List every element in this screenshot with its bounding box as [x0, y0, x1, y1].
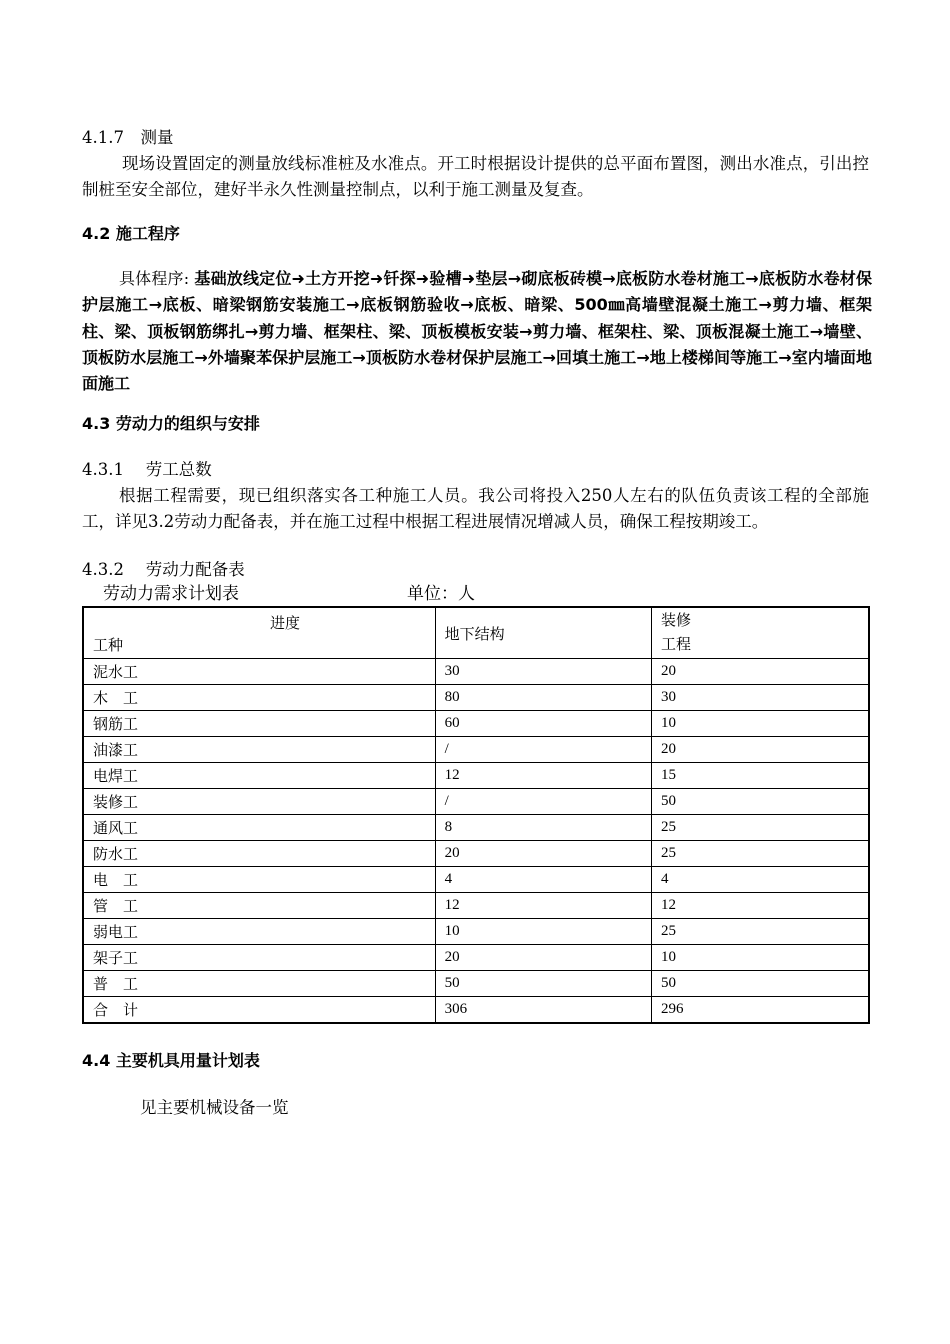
section-4-4-text: 见主要机械设备一览: [140, 1098, 289, 1117]
header-decoration-line1: 装修: [661, 613, 692, 629]
underground-cell: 8: [435, 815, 651, 841]
underground-cell: 60: [435, 711, 651, 737]
section-4-2-procedure: [82, 266, 872, 397]
underground-cell: 10: [435, 919, 651, 945]
decoration-cell: 10: [652, 945, 869, 971]
table-row: [83, 841, 869, 867]
section-4-3-heading: 4.3 劳动力的组织与安排: [82, 414, 260, 433]
procedure-steps: 基础放线定位➜土方开挖➜钎探➜验槽➜垫层→砌底板砖模→底板防水卷材施工→底板防水卷材保护层施工→底板、暗梁钢筋安装施工→底板钢筋验收→底板、暗梁、500㎜高墙壁混凝土施工→剪力墙、框架柱、梁、顶板钢筋绑扎→剪力墙、框架柱、梁、顶板模板安装→剪力墙、框架柱、梁、顶板混凝土施工→墙壁、顶板防水层施工→外墙聚苯保护层施工→顶板防水卷材保护层施工→回填土施工→地上楼梯间等施工→室内墙面地面施工: [82, 269, 872, 394]
underground-cell: /: [435, 737, 651, 763]
trade-cell: 木 工: [83, 685, 435, 711]
section-4-2-heading: 4.2 施工程序: [82, 224, 180, 243]
table-row: [83, 945, 869, 971]
labor-table-body: [83, 659, 869, 1024]
section-4-4-heading: 4.4 主要机具用量计划表: [82, 1051, 260, 1070]
underground-cell: 50: [435, 971, 651, 997]
trade-cell: 管 工: [83, 893, 435, 919]
trade-cell: 钢筋工: [83, 711, 435, 737]
trade-cell: 合 计: [83, 997, 435, 1024]
header-corner-cell: [83, 607, 435, 659]
table-unit: 单位：人: [407, 584, 475, 604]
header-decoration: [652, 607, 869, 659]
section-4-3-2-heading: 4.3.2 劳动力配备表: [82, 560, 245, 579]
table-row: [83, 971, 869, 997]
table-row: [83, 711, 869, 737]
trade-cell: 架子工: [83, 945, 435, 971]
trade-cell: 泥水工: [83, 659, 435, 685]
trade-cell: 油漆工: [83, 737, 435, 763]
decoration-cell: 10: [652, 711, 869, 737]
decoration-cell: 15: [652, 763, 869, 789]
labor-table: [82, 606, 870, 1024]
decoration-cell: 25: [652, 919, 869, 945]
trade-cell: 防水工: [83, 841, 435, 867]
decoration-cell: 25: [652, 815, 869, 841]
table-row: [83, 685, 869, 711]
section-4-1-7-text: 现场设置固定的测量放线标准桩及水准点。开工时根据设计提供的总平面布置图，测出水准点，引出控制桩至安全部位，建好半永久性测量控制点，以利于施工测量及复查。: [82, 154, 869, 199]
trade-cell: 装修工: [83, 789, 435, 815]
decoration-cell: 20: [652, 659, 869, 685]
header-underground: 地下结构: [435, 607, 651, 659]
table-row: [83, 763, 869, 789]
decoration-cell: 25: [652, 841, 869, 867]
table-row: [83, 997, 869, 1024]
table-row: [83, 737, 869, 763]
decoration-cell: 50: [652, 789, 869, 815]
decoration-cell: 50: [652, 971, 869, 997]
trade-cell: 电 工: [83, 867, 435, 893]
procedure-lead: 具体程序:: [119, 269, 190, 288]
underground-cell: 12: [435, 893, 651, 919]
section-4-3-1-text: 根据工程需要，现已组织落实各工种施工人员。我公司将投入250人左右的队伍负责该工程的全部施工，详见3.2劳动力配备表，并在施工过程中根据工程进展情况增减人员，确保工程按期竣工。: [82, 486, 869, 531]
table-title: 劳动力需求计划表: [103, 584, 239, 604]
header-decoration-line2: 工程: [661, 637, 692, 653]
underground-cell: 30: [435, 659, 651, 685]
trade-cell: 通风工: [83, 815, 435, 841]
underground-cell: 4: [435, 867, 651, 893]
underground-cell: 306: [435, 997, 651, 1024]
header-progress: 进度: [270, 616, 301, 632]
decoration-cell: 20: [652, 737, 869, 763]
underground-cell: 20: [435, 841, 651, 867]
table-row: [83, 659, 869, 685]
section-4-3-1-heading: 4.3.1 劳工总数: [82, 460, 212, 479]
underground-cell: /: [435, 789, 651, 815]
table-row: [83, 789, 869, 815]
trade-cell: 电焊工: [83, 763, 435, 789]
trade-cell: 普 工: [83, 971, 435, 997]
underground-cell: 20: [435, 945, 651, 971]
table-header-row: [83, 607, 869, 659]
underground-cell: 12: [435, 763, 651, 789]
decoration-cell: 30: [652, 685, 869, 711]
table-row: [83, 815, 869, 841]
table-row: [83, 893, 869, 919]
decoration-cell: 296: [652, 997, 869, 1024]
decoration-cell: 4: [652, 867, 869, 893]
table-row: [83, 919, 869, 945]
table-row: [83, 867, 869, 893]
header-trade: 工种: [93, 638, 124, 654]
decoration-cell: 12: [652, 893, 869, 919]
underground-cell: 80: [435, 685, 651, 711]
section-4-1-7-heading: 4.1.7 测量: [82, 128, 174, 147]
trade-cell: 弱电工: [83, 919, 435, 945]
